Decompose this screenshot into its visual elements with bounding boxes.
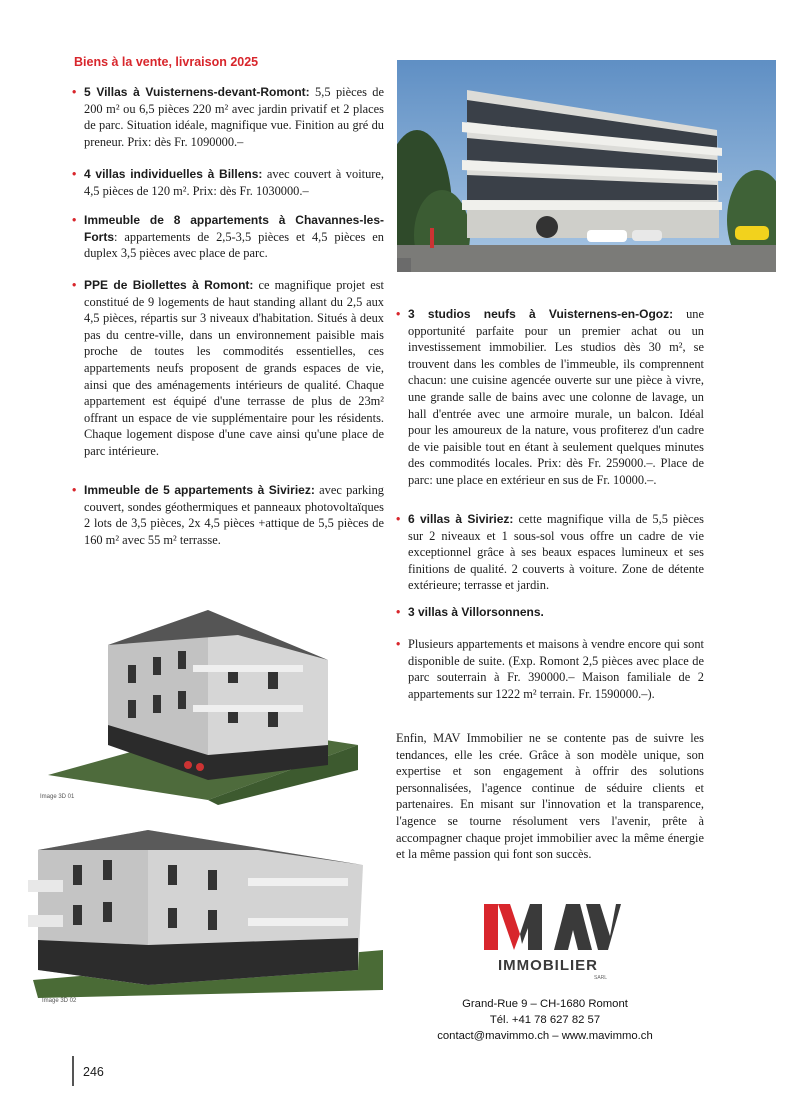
listing-item bbox=[396, 306, 704, 489]
listing-title: 6 villas à Siviriez: bbox=[408, 512, 514, 526]
listing-title: 3 studios neufs à Vuisternens-en-Ogoz: bbox=[408, 307, 674, 321]
listing-item bbox=[72, 166, 385, 199]
listing-text: ce magnifique projet est constitué de 9 logements de haut standing allant du 2,5 aux 4,5 pièces, répartis sur 3 niveaux d'habitation. Situés à deux pas du centre-ville, dans un environnement paisible mais proche de toutes les commodités essentielles, ces appartements neufs proposent de grands espaces de vie, ainsi que des aménagements intérieurs de qualité. Chaque appartement est équipé d'une terrasse de plus de 23m² offrant un espace de vie supplémentaire pour les résidents. Chaque logement dispose d'une cave ainsi qu'une place de parc intérieure. bbox=[84, 278, 384, 458]
building-render-bottom bbox=[28, 820, 383, 1010]
listing-item bbox=[72, 84, 384, 150]
building-photo bbox=[397, 60, 776, 272]
listing-title: 3 villas à Villorsonnens. bbox=[408, 605, 544, 619]
render-label: Image 3D 02 bbox=[42, 998, 77, 1004]
listing-text: une opportunité parfaite pour un premier achat ou un investissement immobilier. Les studios dès 30 m², se trouvent dans les combles de l'immeuble, ils comprennent chacun: une cuisine agencée ouverte sur une pièce à vivre, une grande salle de bains avec une colonne de lavage, un hall d'entrée avec une armoire murale, un balcon. Idéal pour les amoureux de la nature, vous profiterez d'un cadre de vie paisible tout en étant à seulement quelques minutes des commodités locales. Prix: dès Fr. 259000.–. Place de parc: une place en extérieur en sus de Fr. 10000.–. bbox=[408, 307, 704, 487]
listing-item bbox=[396, 636, 704, 702]
render-label: Image 3D 01 bbox=[40, 794, 75, 800]
building-render-top bbox=[28, 605, 383, 805]
bullet: • bbox=[396, 307, 401, 321]
bullet: • bbox=[72, 85, 77, 99]
bullet: • bbox=[72, 213, 77, 227]
listing-text: 5,5 pièces de 200 m² ou 6,5 pièces 220 m² avec jardin privatif et 2 places de parc. Situation idéale, magnifique vue. Finition au gré du preneur. Prix: dès Fr. 1090000.– bbox=[84, 85, 384, 149]
listing-item bbox=[72, 277, 384, 460]
listing-item bbox=[396, 511, 704, 594]
contact-address: Grand-Rue 9 – CH-1680 Romont bbox=[462, 998, 628, 1010]
bullet: • bbox=[72, 167, 77, 181]
listing-text: avec couvert à voiture, 4,5 pièces de 120 m². Prix: dès Fr. 1030000.– bbox=[84, 167, 385, 198]
listing-title: Immeuble de 8 appartements à Chavannes-les-Forts bbox=[84, 213, 384, 244]
listing-text: Plusieurs appartements et maisons à vendre encore qui sont disponible de suite. (Exp. Romont 2,5 pièces avec place de parc souterrain à Fr. 390000.– Maison familiale de 2 appartements sur 1222 m² terrain. Fr. 1590000.–). bbox=[408, 637, 704, 701]
listing-text: : appartements de 2,5-3,5 pièces et 4,5 pièces en duplex 3,5 pièces avec place de parc. bbox=[84, 229, 384, 261]
listing-title: Immeuble de 5 appartements à Siviriez: bbox=[84, 483, 315, 497]
page-bar bbox=[72, 1056, 74, 1086]
listing-item bbox=[72, 212, 384, 262]
logo-sarl: SARL bbox=[594, 975, 608, 981]
bullet: • bbox=[396, 512, 401, 526]
contact-phone: Tél. +41 78 627 82 57 bbox=[489, 1014, 601, 1026]
bullet: • bbox=[396, 637, 401, 651]
listing-text: avec parking couvert, sondes géothermiques et panneaux photovoltaïques 2 lots de 3,5 pièces, 2x 4,5 pièces +attique de 5,5 pièces de 160 m² avec 55 m² terrasse. bbox=[84, 483, 384, 547]
mav-immobilier-logo bbox=[476, 900, 621, 982]
bullet: • bbox=[72, 483, 77, 497]
logo-subtitle: IMMOBILIER bbox=[498, 957, 598, 974]
contact-web[interactable]: contact@mavimmo.ch – www.mavimmo.ch bbox=[437, 1030, 653, 1042]
listing-title: 5 Villas à Vuisternens-devant-Romont: bbox=[84, 85, 310, 99]
listing-item bbox=[396, 604, 704, 621]
listing-title: PPE de Biollettes à Romont: bbox=[84, 278, 254, 292]
listing-item bbox=[72, 482, 384, 548]
bullet: • bbox=[396, 605, 401, 619]
page-number: 246 bbox=[83, 1065, 104, 1079]
bullet: • bbox=[72, 278, 77, 292]
listing-text: cette magnifique villa de 5,5 pièces sur 2 niveaux et 1 sous-sol vous offre un cadre de vie exceptionnel grâce à ses beaux espaces lumineux et ses finitions de qualité. 2 couverts à voiture. Zone de détente extérieure; terrasse et jardin. bbox=[408, 512, 704, 593]
listing-title: 4 villas individuelles à Billens: bbox=[84, 167, 263, 181]
section-heading: Biens à la vente, livraison 2025 bbox=[74, 55, 259, 69]
closing-paragraph: Enfin, MAV Immobilier ne se contente pas de suivre les tendances, elle les crée. Grâce à son modèle unique, son expertise et son engagement à offrir des solutions personnalisées, l'agence continue de séduire clients et partenaires. En misant sur l'innovation et la transparence, l'agence se tourne résolument vers l'avenir, prête à accompagner chaque projet immobilier avec la même énergie et la même passion qui font son succès. bbox=[396, 731, 704, 862]
